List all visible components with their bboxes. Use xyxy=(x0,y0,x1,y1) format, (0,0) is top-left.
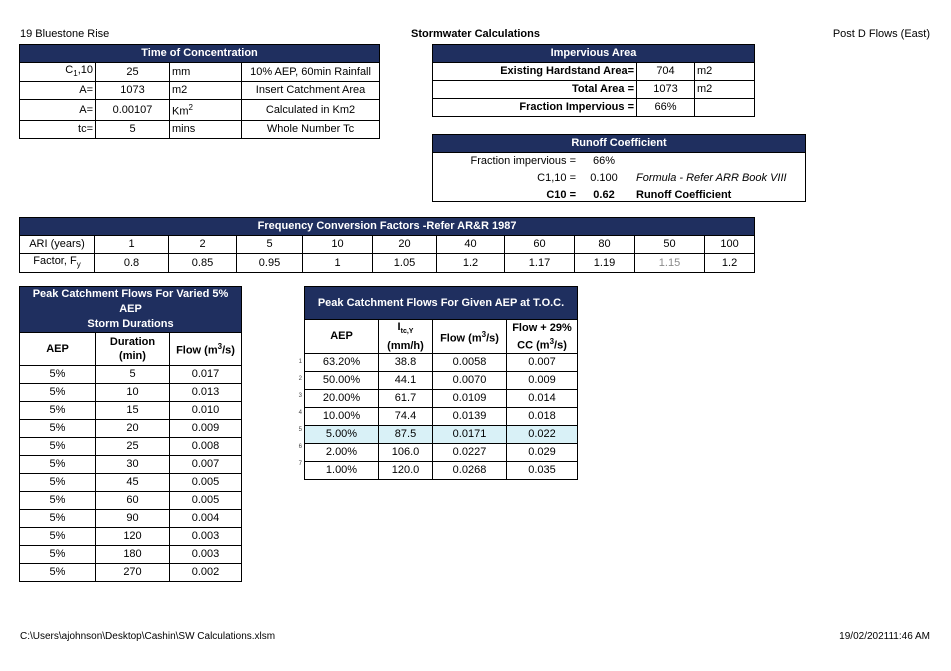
runoff-note: Runoff Coefficient xyxy=(636,189,732,201)
runoff-label: C10 = xyxy=(546,189,576,201)
toc-value-area-km: 0.00107 xyxy=(96,100,170,121)
runoff-label: C1,10 = xyxy=(537,172,576,184)
peak-given-cell-aep: 1.00% xyxy=(305,462,379,480)
peak-varied-col-duration-2: (min) xyxy=(119,350,146,362)
peak-given-cell-flow: 0.0070 xyxy=(433,372,507,390)
peak-given-cell-aep: 10.00% xyxy=(305,408,379,426)
peak-varied-col-flow-sup: 3 xyxy=(217,342,223,352)
peak-given-row xyxy=(305,444,578,462)
runoff-row xyxy=(433,170,805,187)
toc-title: Time of Concentration xyxy=(20,45,380,63)
toc-label-c: C xyxy=(65,64,74,76)
peak-given-col-i-unit: (mm/h) xyxy=(387,340,424,353)
peak-varied-row xyxy=(20,510,242,528)
peak-given-row xyxy=(305,408,578,426)
peak-given-col-cc-sup: 3 xyxy=(549,336,555,346)
peak-given-cell-cc: 0.029 xyxy=(507,444,578,462)
runoff-table xyxy=(433,153,805,204)
peak-given-cell-i: 38.8 xyxy=(379,354,433,372)
toc-note-area: Insert Catchment Area xyxy=(242,82,380,100)
toc-label-c-sub: 1 xyxy=(73,69,78,79)
frequency-ari-cell: 10 xyxy=(303,236,373,254)
peak-given-cell-aep: 63.20% xyxy=(305,354,379,372)
peak-given-cell-flow: 0.0171 xyxy=(433,426,507,444)
frequency-factor-cell: 0.85 xyxy=(169,254,237,273)
frequency-ari-row xyxy=(20,236,755,254)
frequency-factor-sub: y xyxy=(76,260,81,270)
peak-given-table xyxy=(304,286,578,480)
toc-note-c: 10% AEP, 60min Rainfall xyxy=(242,63,380,82)
peak-varied-cell-aep: 5% xyxy=(20,492,96,510)
peak-varied-col-aep: AEP xyxy=(20,333,96,366)
peak-varied-row xyxy=(20,528,242,546)
toc-label-tc: tc= xyxy=(20,120,96,138)
runoff-value: 66% xyxy=(592,155,616,167)
peak-varied-cell-flow: 0.002 xyxy=(170,564,242,582)
peak-given-cell-cc: 0.022 xyxy=(507,426,578,444)
toc-row-area-km2 xyxy=(20,100,380,121)
impervious-table xyxy=(432,44,755,117)
peak-varied-cell-flow: 0.005 xyxy=(170,474,242,492)
frequency-factor-row xyxy=(20,254,755,273)
peak-given-cell-cc: 0.007 xyxy=(507,354,578,372)
peak-varied-row xyxy=(20,474,242,492)
peak-varied-cell-aep: 5% xyxy=(20,402,96,420)
toc-row-area-m2 xyxy=(20,82,380,100)
peak-varied-col-flow-end: /s) xyxy=(222,344,235,357)
frequency-ari-cell: 100 xyxy=(705,236,755,254)
runoff-row xyxy=(433,187,805,204)
peak-given-row xyxy=(305,372,578,390)
impervious-unit: m2 xyxy=(695,63,755,81)
peak-varied-col-flow-text: Flow (m xyxy=(176,344,218,357)
peak-given-col-aep: AEP xyxy=(305,320,379,354)
frequency-ari-cell: 5 xyxy=(237,236,303,254)
peak-given-col-cc-end: /s) xyxy=(554,339,567,352)
peak-given-cell-aep: 50.00% xyxy=(305,372,379,390)
peak-varied-row xyxy=(20,402,242,420)
frequency-factor-cell: 1.19 xyxy=(575,254,635,273)
peak-varied-cell-aep: 5% xyxy=(20,456,96,474)
impervious-row xyxy=(433,99,755,117)
impervious-value: 66% xyxy=(637,99,695,117)
peak-given-col-cc xyxy=(507,320,578,354)
peak-varied-row xyxy=(20,456,242,474)
frequency-ari-cell: 40 xyxy=(437,236,505,254)
site-name: 19 Bluestone Rise xyxy=(20,28,110,40)
peak-given-row xyxy=(305,390,578,408)
peak-given-cell-aep: 2.00% xyxy=(305,444,379,462)
peak-given-cell-i: 61.7 xyxy=(379,390,433,408)
toc-unit-area: m2 xyxy=(170,82,242,100)
impervious-label: Total Area = xyxy=(433,81,637,99)
peak-varied-cell-aep: 5% xyxy=(20,420,96,438)
peak-given-row-number: 4 xyxy=(298,410,302,416)
peak-varied-cell-flow: 0.007 xyxy=(170,456,242,474)
impervious-label: Existing Hardstand Area= xyxy=(433,63,637,81)
runoff-note: Formula - Refer ARR Book VIII xyxy=(636,172,787,184)
peak-given-cell-i: 44.1 xyxy=(379,372,433,390)
runoff-note xyxy=(630,153,805,170)
impervious-row xyxy=(433,63,755,81)
peak-given-row-number: 7 xyxy=(298,461,302,467)
peak-varied-cell-flow: 0.017 xyxy=(170,366,242,384)
toc-value-area[interactable]: 1073 xyxy=(96,82,170,100)
peak-varied-cell-flow: 0.008 xyxy=(170,438,242,456)
peak-varied-cell-flow: 0.003 xyxy=(170,528,242,546)
peak-varied-cell-flow: 0.009 xyxy=(170,420,242,438)
peak-given-cell-aep: 5.00% xyxy=(305,426,379,444)
peak-given-cell-cc: 0.018 xyxy=(507,408,578,426)
peak-given-row xyxy=(305,354,578,372)
peak-varied-cell-duration: 30 xyxy=(96,456,170,474)
frequency-table xyxy=(19,217,755,273)
frequency-ari-cell: 80 xyxy=(575,236,635,254)
frequency-factor-label: Factor, F xyxy=(33,255,77,267)
runoff-title: Runoff Coefficient xyxy=(433,135,805,153)
scenario-label: Post D Flows (East) xyxy=(832,28,930,40)
peak-varied-cell-flow: 0.003 xyxy=(170,546,242,564)
peak-varied-cell-flow: 0.010 xyxy=(170,402,242,420)
peak-varied-cell-duration: 5 xyxy=(96,366,170,384)
frequency-factor-cell: 1.2 xyxy=(705,254,755,273)
peak-varied-cell-flow: 0.004 xyxy=(170,510,242,528)
peak-varied-table xyxy=(19,286,242,582)
runoff-value: 0.62 xyxy=(593,189,615,201)
peak-given-col-flow-end: /s) xyxy=(486,332,499,345)
frequency-factor-cell: 1.2 xyxy=(437,254,505,273)
toc-unit-c: mm xyxy=(170,63,242,82)
peak-given-col-i-sub: tc,Y xyxy=(400,328,414,336)
peak-varied-cell-duration: 20 xyxy=(96,420,170,438)
peak-given-col-cc-1: Flow + 29% xyxy=(512,321,572,334)
peak-given-cell-flow: 0.0139 xyxy=(433,408,507,426)
toc-unit-area-km-sup: 2 xyxy=(188,103,193,113)
peak-varied-col-duration-1: Duration xyxy=(109,336,156,348)
peak-varied-row xyxy=(20,438,242,456)
peak-varied-title xyxy=(20,287,242,333)
toc-unit-area-km: Km xyxy=(172,105,189,118)
print-datetime: 19/02/202111:46 AM xyxy=(839,631,930,642)
peak-given-row-number: 6 xyxy=(298,444,302,450)
peak-varied-row xyxy=(20,546,242,564)
peak-given-col-flow-sup: 3 xyxy=(481,329,487,339)
peak-varied-title-1: Peak Catchment Flows For Varied 5% AEP xyxy=(32,288,229,315)
frequency-factor-cell: 0.8 xyxy=(95,254,169,273)
peak-varied-cell-duration: 60 xyxy=(96,492,170,510)
impervious-row xyxy=(433,81,755,99)
peak-given-row-number: 3 xyxy=(298,393,302,399)
frequency-factor-cell: 1.05 xyxy=(373,254,437,273)
runoff-box xyxy=(432,134,806,202)
peak-given-cell-cc: 0.009 xyxy=(507,372,578,390)
peak-varied-cell-duration: 45 xyxy=(96,474,170,492)
frequency-ari-cell: 1 xyxy=(95,236,169,254)
peak-varied-cell-duration: 270 xyxy=(96,564,170,582)
peak-varied-cell-aep: 5% xyxy=(20,438,96,456)
peak-varied-cell-aep: 5% xyxy=(20,510,96,528)
frequency-ari-label: ARI (years) xyxy=(20,236,95,254)
runoff-label: Fraction impervious = xyxy=(470,155,576,167)
peak-given-cell-cc: 0.014 xyxy=(507,390,578,408)
peak-given-row-number: 2 xyxy=(298,376,302,382)
toc-label-c-rest: ,10 xyxy=(77,64,93,76)
frequency-ari-cell: 50 xyxy=(635,236,705,254)
peak-varied-row xyxy=(20,366,242,384)
peak-varied-cell-duration: 10 xyxy=(96,384,170,402)
impervious-value[interactable]: 704 xyxy=(637,63,695,81)
peak-given-row-number: 5 xyxy=(298,427,302,433)
peak-varied-cell-duration: 180 xyxy=(96,546,170,564)
peak-given-cell-flow: 0.0227 xyxy=(433,444,507,462)
peak-varied-row xyxy=(20,564,242,582)
toc-value-tc[interactable]: 5 xyxy=(96,120,170,138)
page-title: Stormwater Calculations xyxy=(411,28,540,40)
peak-varied-title-2: Storm Durations xyxy=(87,318,174,330)
frequency-factor-cell: 1.17 xyxy=(505,254,575,273)
peak-varied-cell-aep: 5% xyxy=(20,384,96,402)
impervious-label: Fraction Impervious = xyxy=(433,99,637,117)
toc-row-tc xyxy=(20,120,380,138)
peak-given-cell-flow: 0.0109 xyxy=(433,390,507,408)
peak-varied-cell-flow: 0.013 xyxy=(170,384,242,402)
peak-varied-row xyxy=(20,492,242,510)
peak-given-cell-flow: 0.0268 xyxy=(433,462,507,480)
toc-value-c[interactable]: 25 xyxy=(96,63,170,82)
peak-given-cell-i: 120.0 xyxy=(379,462,433,480)
file-path: C:\Users\ajohnson\Desktop\Cashin\SW Calculations.xlsm xyxy=(20,631,276,642)
runoff-value: 0.100 xyxy=(590,172,618,184)
toc-label-area-km: A= xyxy=(20,100,96,121)
peak-varied-cell-duration: 25 xyxy=(96,438,170,456)
runoff-row xyxy=(433,153,805,170)
impervious-value: 1073 xyxy=(637,81,695,99)
peak-given-col-intensity xyxy=(379,320,433,354)
peak-given-row-numbers xyxy=(292,354,302,473)
frequency-factor-cell: 0.95 xyxy=(237,254,303,273)
peak-given-cell-i: 106.0 xyxy=(379,444,433,462)
toc-note-area-km: Calculated in Km2 xyxy=(242,100,380,121)
peak-given-col-flow-text: Flow (m xyxy=(440,332,482,345)
toc-row-c xyxy=(20,63,380,82)
peak-given-cell-aep: 20.00% xyxy=(305,390,379,408)
frequency-ari-cell: 20 xyxy=(373,236,437,254)
peak-varied-cell-aep: 5% xyxy=(20,528,96,546)
peak-varied-col-flow xyxy=(170,333,242,366)
peak-given-row xyxy=(305,426,578,444)
frequency-ari-cell: 60 xyxy=(505,236,575,254)
impervious-title: Impervious Area xyxy=(433,45,755,63)
peak-varied-cell-duration: 120 xyxy=(96,528,170,546)
peak-varied-cell-aep: 5% xyxy=(20,546,96,564)
peak-varied-row xyxy=(20,420,242,438)
frequency-factor-cell: 1.15 xyxy=(635,254,705,273)
peak-given-cell-flow: 0.0058 xyxy=(433,354,507,372)
impervious-unit xyxy=(695,99,755,117)
toc-note-tc: Whole Number Tc xyxy=(242,120,380,138)
peak-given-col-i: I xyxy=(397,321,401,333)
peak-given-cell-i: 87.5 xyxy=(379,426,433,444)
peak-varied-cell-aep: 5% xyxy=(20,366,96,384)
toc-unit-tc: mins xyxy=(170,120,242,138)
peak-given-cell-cc: 0.035 xyxy=(507,462,578,480)
frequency-ari-cell: 2 xyxy=(169,236,237,254)
toc-table xyxy=(19,44,380,139)
peak-varied-cell-duration: 90 xyxy=(96,510,170,528)
toc-label-area: A= xyxy=(20,82,96,100)
peak-varied-cell-aep: 5% xyxy=(20,564,96,582)
peak-given-col-cc-2: CC (m xyxy=(517,339,550,352)
frequency-title: Frequency Conversion Factors -Refer AR&R 1987 xyxy=(20,218,755,236)
peak-given-title: Peak Catchment Flows For Given AEP at T.O.C. xyxy=(305,287,578,320)
peak-given-col-flow xyxy=(433,320,507,354)
peak-varied-row xyxy=(20,384,242,402)
impervious-unit: m2 xyxy=(695,81,755,99)
peak-varied-cell-duration: 15 xyxy=(96,402,170,420)
peak-given-row-number: 1 xyxy=(298,359,302,365)
peak-varied-col-duration xyxy=(96,333,170,366)
peak-varied-cell-flow: 0.005 xyxy=(170,492,242,510)
frequency-factor-cell: 1 xyxy=(303,254,373,273)
peak-varied-cell-aep: 5% xyxy=(20,474,96,492)
peak-given-cell-i: 74.4 xyxy=(379,408,433,426)
peak-given-row xyxy=(305,462,578,480)
